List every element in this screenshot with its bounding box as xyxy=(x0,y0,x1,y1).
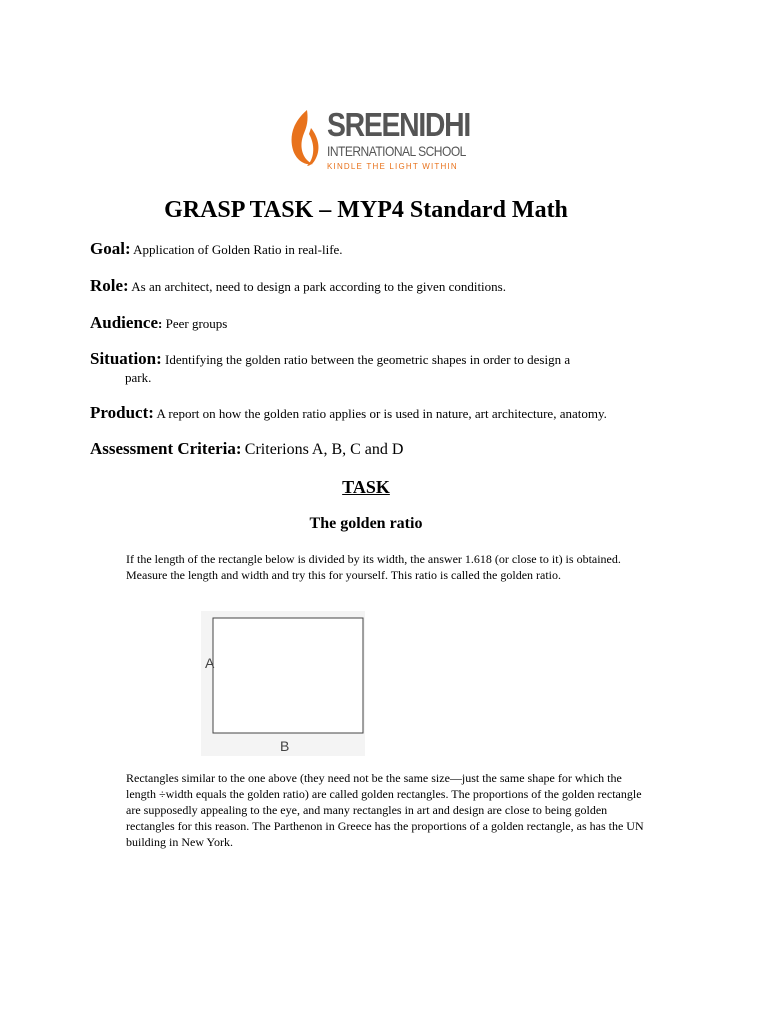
audience-field xyxy=(90,314,670,333)
situation-text-cont: park. xyxy=(125,370,152,385)
golden-rectangle-figure xyxy=(198,611,368,756)
page-title: GRASP TASK – MYP4 Standard Math xyxy=(164,197,568,223)
golden-rectangle xyxy=(213,618,363,733)
audience-colon: : xyxy=(158,316,163,331)
situation-text: Identifying the golden ratio between the geometric shapes in order to design a xyxy=(165,352,571,367)
goal-field xyxy=(90,240,670,259)
intro-paragraph: If the length of the rectangle below is divided by its width, the answer 1.618 (or close to it) is obtained. Measure the length and width and try this for yourself. This ratio is called the golden ratio. xyxy=(126,552,621,582)
flame-icon xyxy=(287,108,325,168)
side-label-b: B xyxy=(280,738,290,754)
logo-tagline: KINDLE THE LIGHT WITHIN xyxy=(327,162,458,171)
product-label: Product: xyxy=(90,403,154,422)
role-text: As an architect, need to design a park according to the given conditions. xyxy=(131,279,506,294)
audience-label: Audience xyxy=(90,313,158,332)
logo-subtitle: INTERNATIONAL SCHOOL xyxy=(327,143,466,159)
situation-label: Situation: xyxy=(90,349,162,368)
role-field xyxy=(90,277,670,296)
assessment-field xyxy=(90,440,670,459)
goal-label: Goal: xyxy=(90,239,131,258)
side-label-a: A xyxy=(205,655,215,671)
golden-rectangle-paragraph: Rectangles similar to the one above (they need not be the same size—just the same shape for which the length ÷width equals the golden ratio) are called golden rectangles. The proportions of the golden rectangle are supposedly appealing to the eye, and many rectangles in art and design are close to being golden rectangles for this reason. The Parthenon in Greece has the proportions of a golden rectangle, as has the UN building in New York. xyxy=(126,771,644,849)
assessment-label: Assessment Criteria: xyxy=(90,439,242,458)
goal-text: Application of Golden Ratio in real-life. xyxy=(133,242,343,257)
product-text: A report on how the golden ratio applies or is used in nature, art architecture, anatomy. xyxy=(156,406,607,421)
audience-text: Peer groups xyxy=(162,316,228,331)
logo-name: SREENIDHI xyxy=(327,106,470,143)
school-logo xyxy=(287,106,470,178)
golden-ratio-heading: The golden ratio xyxy=(309,515,423,532)
role-label: Role: xyxy=(90,276,129,295)
task-heading: TASK xyxy=(342,477,390,497)
situation-field xyxy=(90,350,650,387)
assessment-text: Criterions A, B, C and D xyxy=(244,441,404,458)
product-field xyxy=(90,404,690,423)
